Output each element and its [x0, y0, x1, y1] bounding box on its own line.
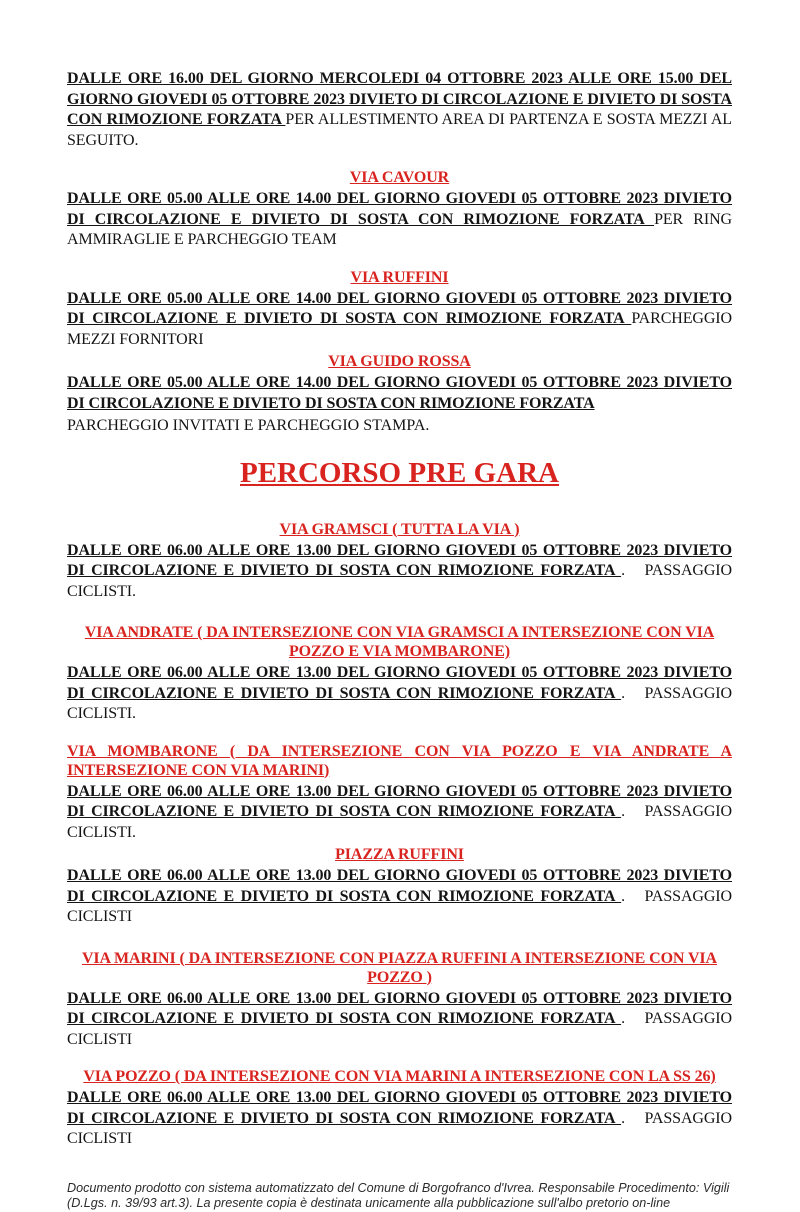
street-heading: VIA CAVOUR: [349, 169, 450, 186]
street-heading: VIA MOMBARONE ( DA INTERSEZIONE CON VIA POZZO E VIA ANDRATE A INTERSEZIONE CON VIA MARINI): [67, 742, 732, 779]
street-heading: VIA GUIDO ROSSA: [328, 353, 471, 370]
intro-paragraph: [67, 69, 732, 151]
restriction-regular-text: . PASSAGGIO CICLISTI.: [67, 562, 732, 600]
restriction-paragraph: [67, 989, 732, 1051]
restriction-bold-text: DALLE ORE 05.00 ALLE ORE 14.00 DEL GIORNO GIOVEDI 05 OTTOBRE 2023 DIVIETO DI CIRCOLAZIONE E DIVIETO DI SOSTA CON RIMOZIONE FORZATA: [67, 374, 732, 412]
restriction-regular-text: . PASSAGGIO CICLISTI: [67, 1109, 732, 1147]
restriction-bold-text: DALLE ORE 06.00 ALLE ORE 13.00 DEL GIORNO GIOVEDI 05 OTTOBRE 2023 DIVIETO DI CIRCOLAZIONE E DIVIETO DI SOSTA CON RIMOZIONE FORZATA: [67, 541, 732, 579]
restriction-bold-text: DALLE ORE 16.00 DEL GIORNO MERCOLEDI 04 OTTOBRE 2023 ALLE ORE 15.00 DEL GIORNO GIOVEDI 05 OTTOBRE 2023 DIVIETO DI CIRCOLAZIONE E DIVIETO DI SOSTA CON RIMOZIONE FORZATA: [67, 70, 732, 128]
page-title: PERCORSO PRE GARA: [239, 456, 559, 489]
section-via-marini: [67, 949, 732, 1051]
street-heading: VIA MARINI ( DA INTERSEZIONE CON PIAZZA RUFFINI A INTERSEZIONE CON VIA POZZO ): [81, 949, 718, 986]
restriction-regular-text: . PASSAGGIO CICLISTI: [67, 887, 732, 925]
restriction-bold-text: DALLE ORE 06.00 ALLE ORE 13.00 DEL GIORNO GIOVEDI 05 OTTOBRE 2023 DIVIETO DI CIRCOLAZIONE E DIVIETO DI SOSTA CON RIMOZIONE FORZATA: [67, 1089, 732, 1127]
section-piazza-ruffini: [67, 845, 732, 928]
restriction-paragraph: [67, 541, 732, 603]
restriction-bold-text: DALLE ORE 05.00 ALLE ORE 14.00 DEL GIORNO GIOVEDI 05 OTTOBRE 2023 DIVIETO DI CIRCOLAZIONE E DIVIETO DI SOSTA CON RIMOZIONE FORZATA: [67, 289, 732, 327]
footer-note: Documento prodotto con sistema automatizzato del Comune di Borgofranco d'Ivrea. Responsabile Procedimento: Vigili (D.Lgs. n. 39/93 art.3). La presente copia è destinata unicamente alla pubblicazione sull'albo pretorio on-line: [67, 1180, 730, 1210]
restriction-paragraph: [67, 373, 732, 414]
restriction-regular-text: PER RING AMMIRAGLIE E PARCHEGGIO TEAM: [67, 210, 732, 248]
restriction-regular-line: PARCHEGGIO INVITATI E PARCHEGGIO STAMPA.: [67, 417, 430, 434]
restriction-paragraph: [67, 663, 732, 725]
section-via-gramsci: [67, 520, 732, 603]
section-intro: [67, 69, 732, 151]
restriction-regular-text: . PASSAGGIO CICLISTI.: [67, 684, 732, 722]
restriction-regular-text: PARCHEGGIO MEZZI FORNITORI: [67, 310, 732, 348]
restriction-paragraph: [67, 289, 732, 351]
restriction-regular-text: . PASSAGGIO CICLISTI.: [67, 803, 732, 841]
restriction-regular-text: . PASSAGGIO CICLISTI: [67, 1010, 732, 1048]
street-heading: VIA RUFFINI: [350, 268, 449, 286]
restriction-paragraph: [67, 1088, 732, 1150]
section-via-guido-rossa: [67, 352, 732, 437]
restriction-paragraph: [67, 189, 732, 251]
restriction-regular-text: PER ALLESTIMENTO AREA DI PARTENZA E SOSTA MEZZI AL SEGUITO.: [67, 111, 732, 149]
restriction-bold-text: DALLE ORE 06.00 ALLE ORE 13.00 DEL GIORNO GIOVEDI 05 OTTOBRE 2023 DIVIETO DI CIRCOLAZIONE E DIVIETO DI SOSTA CON RIMOZIONE FORZATA: [67, 867, 732, 905]
street-heading: VIA POZZO ( DA INTERSEZIONE CON VIA MARINI A INTERSEZIONE CON LA SS 26): [83, 1068, 716, 1085]
section-via-cavour: [67, 168, 732, 251]
section-via-andrate: [67, 623, 732, 725]
street-heading: VIA GRAMSCI ( TUTTA LA VIA ): [279, 520, 520, 538]
restriction-bold-text: DALLE ORE 05.00 ALLE ORE 14.00 DEL GIORNO GIOVEDI 05 OTTOBRE 2023 DIVIETO DI CIRCOLAZIONE E DIVIETO DI SOSTA CON RIMOZIONE FORZATA: [67, 190, 732, 228]
restriction-paragraph: [67, 782, 732, 844]
section-via-ruffini: [67, 268, 732, 351]
section-via-pozzo: [67, 1067, 732, 1150]
street-heading: VIA ANDRATE ( DA INTERSEZIONE CON VIA GRAMSCI A INTERSEZIONE CON VIA POZZO E VIA MOMBARONE): [84, 624, 715, 660]
restriction-bold-text: DALLE ORE 06.00 ALLE ORE 13.00 DEL GIORNO GIOVEDI 05 OTTOBRE 2023 DIVIETO DI CIRCOLAZIONE E DIVIETO DI SOSTA CON RIMOZIONE FORZATA: [67, 989, 732, 1027]
restriction-bold-text: DALLE ORE 06.00 ALLE ORE 13.00 DEL GIORNO GIOVEDI 05 OTTOBRE 2023 DIVIETO DI CIRCOLAZIONE E DIVIETO DI SOSTA CON RIMOZIONE FORZATA: [67, 782, 732, 820]
restriction-paragraph: [67, 866, 732, 928]
restriction-bold-text: DALLE ORE 06.00 ALLE ORE 13.00 DEL GIORNO GIOVEDI 05 OTTOBRE 2023 DIVIETO DI CIRCOLAZIONE E DIVIETO DI SOSTA CON RIMOZIONE FORZATA: [67, 664, 732, 702]
section-via-mombarone: [67, 742, 732, 844]
street-heading: PIAZZA RUFFINI: [335, 846, 464, 863]
